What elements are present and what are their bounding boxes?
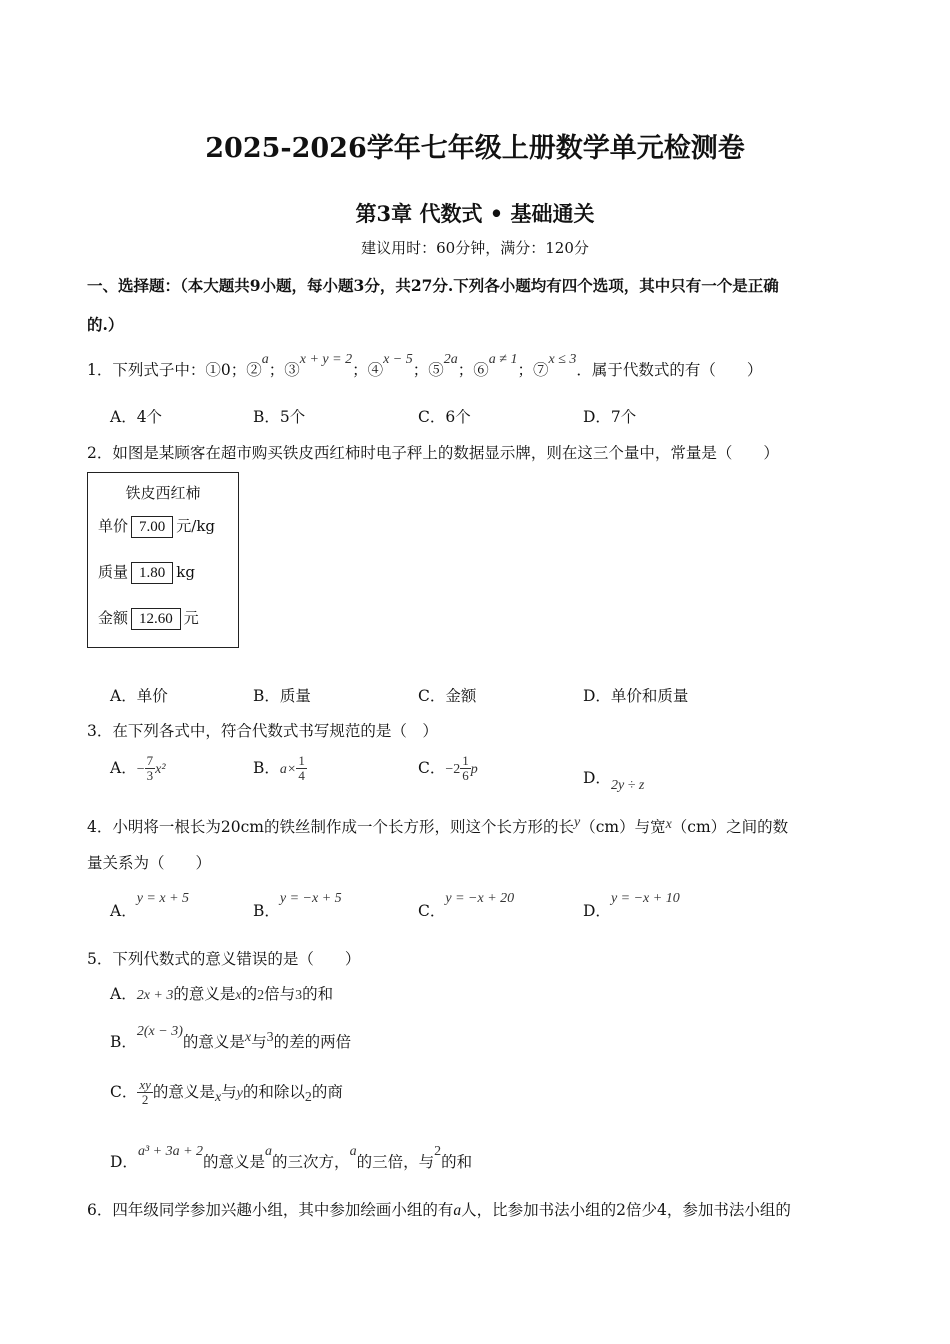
q4-option-c xyxy=(418,891,515,921)
q1-prefix: 1．下列式子中：①0；② xyxy=(87,361,262,379)
q1-sep-4: ；④ xyxy=(352,361,384,379)
q4-a-expr: y = x + 5 xyxy=(136,891,190,906)
q5-a-t3: 倍与 xyxy=(264,985,296,1003)
q4-text-a: 4．小明将一根长为20cm的铁丝制作成一个长方形，则这个长方形的长 xyxy=(87,818,574,836)
q6-text-a: 6．四年级同学参加兴趣小组，其中参加绘画小组的有 xyxy=(87,1201,454,1219)
q5-a-label: A． xyxy=(110,985,137,1003)
question-4-line2: 量关系为（ ） xyxy=(87,854,212,872)
q5-b-t1: 的意义是 xyxy=(182,1033,245,1051)
q3-c-den: 6 xyxy=(462,768,469,784)
q4-d-label: D． xyxy=(583,902,611,920)
q5-a-t2: 的 xyxy=(241,985,258,1003)
chapter-subtitle: 第3章 代数式 • 基础通关 xyxy=(355,201,595,226)
q1-expr-4: x − 5 xyxy=(383,352,413,367)
q3-b-pre: a× xyxy=(279,761,297,777)
question-1-stem xyxy=(87,352,763,380)
q5-c-t2: 与 xyxy=(221,1082,237,1101)
section-heading-line1: 一、选择题：（本大题共9小题，每小题3分，共27分.下列各小题均有四个选项，其中只有一个是正确 xyxy=(87,276,779,295)
q5-d-t1: 的意义是 xyxy=(203,1153,266,1171)
q5-c-fraction xyxy=(137,1078,153,1108)
amount-label: 金额 xyxy=(98,609,129,627)
q1-option-a: A．4个 xyxy=(110,408,163,426)
q5-option-d xyxy=(110,1144,473,1172)
q5-b-t3: 的差的两倍 xyxy=(273,1033,352,1051)
q4-unit2: （cm）之间的数 xyxy=(671,818,789,836)
q3-option-c xyxy=(418,754,478,784)
q5-c-v3: 2 xyxy=(304,1089,312,1105)
mass-unit: kg xyxy=(176,563,195,581)
q5-a-v2: 2 xyxy=(257,988,265,1003)
q1-suffix: ．属于代数式的有（ ） xyxy=(576,361,763,379)
q5-option-a xyxy=(110,982,333,1004)
q1-sep-7: ；⑦ xyxy=(517,361,549,379)
q1-sep-6: ；⑥ xyxy=(457,361,489,379)
q3-b-den: 4 xyxy=(298,768,305,784)
q4-option-b xyxy=(253,891,342,921)
q5-a-t1: 的意义是 xyxy=(173,985,236,1003)
q5-d-t2: 的三次方， xyxy=(272,1153,350,1171)
question-3-stem: 3．在下列各式中，符合代数式书写规范的是（ ） xyxy=(87,722,438,740)
q3-a-label: A． xyxy=(110,758,137,777)
question-2-stem: 2．如图是某顾客在超市购买铁皮西红柿时电子秤上的数据显示牌，则在这三个量中，常量是（ ） xyxy=(87,444,779,462)
q1-sep-3: ；③ xyxy=(268,361,300,379)
q5-b-v2: 3 xyxy=(266,1030,274,1045)
q4-option-a xyxy=(110,891,190,921)
q3-b-fraction xyxy=(296,754,307,784)
q3-a-den: 3 xyxy=(146,768,154,784)
q4-var-x: x xyxy=(665,817,672,832)
q3-d-expr: 2y ÷ z xyxy=(610,778,645,793)
q4-c-label: C． xyxy=(418,902,446,920)
q5-d-v1: a xyxy=(265,1144,273,1159)
q3-b-num: 1 xyxy=(298,753,305,768)
mass-label: 质量 xyxy=(98,563,129,581)
q5-d-v2: a xyxy=(349,1144,357,1159)
q4-a-label: A． xyxy=(110,902,137,920)
q4-b-label: B． xyxy=(253,902,280,920)
q3-a-post: x² xyxy=(155,761,166,777)
q5-d-t3: 的三倍，与 xyxy=(356,1153,435,1171)
q4-option-d xyxy=(583,891,680,921)
q6-var-a: a xyxy=(453,1202,462,1219)
page-title: 2025-2026学年七年级上册数学单元检测卷 xyxy=(205,133,745,164)
scale-display-figure xyxy=(87,472,239,648)
scale-row-mass xyxy=(98,561,195,584)
q5-d-expr: a³ + 3a + 2 xyxy=(137,1144,204,1159)
q5-b-label: B． xyxy=(110,1033,137,1051)
q1-option-c: C．6个 xyxy=(418,408,471,426)
q3-c-label: C． xyxy=(418,758,446,777)
q5-option-c xyxy=(110,1078,343,1108)
q4-var-y: y xyxy=(573,815,581,830)
q3-option-b xyxy=(253,754,307,784)
q5-option-b xyxy=(110,1024,352,1052)
q5-c-v1: x xyxy=(214,1089,222,1105)
q5-c-t3: 的和除以 xyxy=(242,1082,305,1101)
question-5-stem: 5．下列代数式的意义错误的是（ ） xyxy=(87,950,361,968)
q5-a-t4: 的和 xyxy=(302,985,334,1003)
section-heading-line2: 的.） xyxy=(87,315,124,334)
price-unit: 元/kg xyxy=(176,517,216,535)
q1-option-d: D．7个 xyxy=(583,408,637,426)
q5-d-v3: 2 xyxy=(434,1144,442,1159)
scale-row-price xyxy=(98,515,215,538)
scale-product-name: 铁皮西红柿 xyxy=(125,484,201,502)
q5-c-den: 2 xyxy=(141,1092,149,1108)
time-score-info: 建议用时：60分钟，满分：120分 xyxy=(361,239,589,257)
q5-c-t1: 的意义是 xyxy=(152,1082,215,1101)
question-4-line1 xyxy=(87,815,788,837)
q3-c-post: p xyxy=(470,761,478,777)
q3-c-num: 1 xyxy=(462,753,469,768)
q1-expr-2: a xyxy=(261,352,269,367)
q3-b-label: B． xyxy=(253,758,280,777)
q1-option-b: B．5个 xyxy=(253,408,306,426)
q5-a-v1: x xyxy=(235,988,242,1003)
q5-d-t4: 的和 xyxy=(441,1153,473,1171)
q5-b-expr: 2(x − 3) xyxy=(136,1024,183,1039)
q1-expr-7: x ≤ 3 xyxy=(548,352,577,367)
q3-a-fraction xyxy=(145,754,156,784)
price-label: 单价 xyxy=(98,517,129,535)
q5-b-t2: 与 xyxy=(251,1033,267,1051)
q2-option-d: D．单价和质量 xyxy=(583,687,689,705)
q4-b-expr: y = −x + 5 xyxy=(279,891,342,906)
scale-row-amount xyxy=(98,607,199,630)
q5-b-v1: x xyxy=(244,1030,252,1045)
q5-c-v2: y xyxy=(236,1085,243,1101)
q4-d-expr: y = −x + 10 xyxy=(610,891,680,906)
q3-a-num: 7 xyxy=(146,753,154,768)
amount-value: 12.60 xyxy=(131,608,181,630)
amount-unit: 元 xyxy=(183,609,199,627)
q5-a-expr: 2x + 3 xyxy=(136,988,174,1003)
q3-c-fraction xyxy=(460,754,471,784)
q2-option-b: B．质量 xyxy=(253,687,311,705)
q3-option-d xyxy=(583,766,645,793)
price-value: 7.00 xyxy=(131,516,173,538)
q1-expr-5: 2a xyxy=(443,352,458,367)
mass-value: 1.80 xyxy=(131,562,173,584)
q6-text-b: 人，比参加书法小组的2倍少4，参加书法小组的 xyxy=(461,1201,791,1219)
q4-c-expr: y = −x + 20 xyxy=(445,891,515,906)
q1-expr-3: x + y = 2 xyxy=(299,352,353,367)
q5-a-v3: 3 xyxy=(295,988,303,1003)
q3-a-pre: − xyxy=(136,761,145,777)
q5-d-label: D． xyxy=(110,1153,138,1171)
q4-unit1: （cm）与宽 xyxy=(580,818,666,836)
q1-expr-6: a ≠ 1 xyxy=(488,352,518,367)
q5-c-num: xy xyxy=(139,1077,151,1092)
q3-c-pre: −2 xyxy=(445,761,461,777)
q3-option-a xyxy=(110,754,166,784)
q2-option-c: C．金额 xyxy=(418,687,477,705)
question-6-stem xyxy=(87,1198,791,1220)
q2-option-a: A．单价 xyxy=(110,687,168,705)
q3-d-label: D． xyxy=(583,769,611,787)
q5-c-label: C． xyxy=(110,1082,138,1101)
q1-sep-5: ；⑤ xyxy=(412,361,444,379)
q5-c-t4: 的商 xyxy=(311,1082,343,1101)
